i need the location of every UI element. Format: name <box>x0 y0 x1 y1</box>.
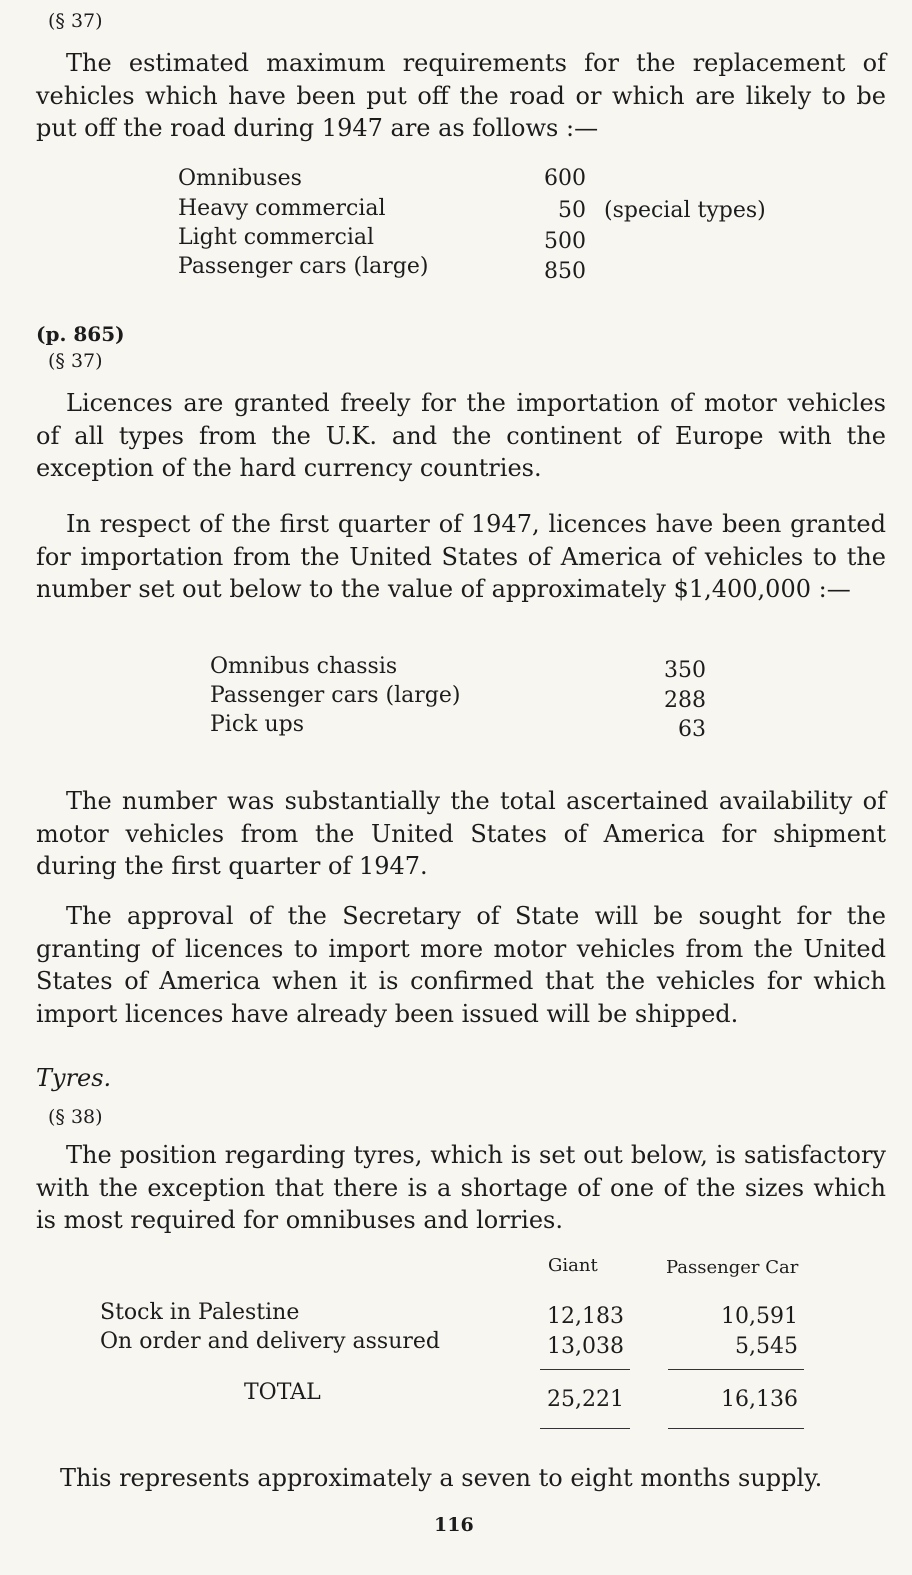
tyres-passenger-value: 5,545 <box>735 1334 798 1359</box>
section-ref-37b: (§ 37) <box>48 350 103 372</box>
tyres-row-label: Stock in Palestine <box>100 1300 300 1325</box>
replacement-label: Light commercial <box>178 225 375 250</box>
tyres-passenger-value: 10,591 <box>721 1304 798 1329</box>
replacement-label: Heavy commercial <box>178 196 386 221</box>
paragraph-replacement: The estimated maximum requirements for the replacement of vehicles which have been put off the road or which are likely to be put off the road during 1947 are as follows :— <box>36 49 886 142</box>
section-ref-38: (§ 38) <box>48 1106 103 1128</box>
column-header-giant: Giant <box>548 1255 598 1276</box>
page-reference: (p. 865) <box>36 322 125 346</box>
tyres-total-label: TOTAL <box>244 1380 321 1405</box>
replacement-value: 500 <box>544 229 586 254</box>
tyres-giant-value: 13,038 <box>547 1334 624 1359</box>
page-number: 116 <box>434 1514 474 1536</box>
tyres-total-passenger: 16,136 <box>721 1387 798 1412</box>
tyres-giant-value: 12,183 <box>547 1304 624 1329</box>
section-ref-37a: (§ 37) <box>48 10 103 32</box>
heading-tyres: Tyres. <box>36 1064 112 1092</box>
tyres-total-giant: 25,221 <box>547 1387 624 1412</box>
import-value: 350 <box>664 658 706 683</box>
paragraph-approval: The approval of the Secretary of State will be sought for the granting of licences to import more motor vehicles from the United States of America when it is confirmed that the vehicles for which import licences have already been issued will be shipped. <box>36 902 886 1028</box>
replacement-value: 50 <box>558 198 586 223</box>
subtotal-rule <box>668 1369 804 1370</box>
subtotal-rule <box>540 1369 630 1370</box>
import-label: Omnibus chassis <box>210 654 398 679</box>
replacement-note: (special types) <box>604 198 766 223</box>
replacement-label: Passenger cars (large) <box>178 254 429 279</box>
import-label: Passenger cars (large) <box>210 683 461 708</box>
paragraph-first-quarter: In respect of the first quarter of 1947, licences have been granted for importation from the United States of America of vehicles to the number set out below to the value of approximately $1,400,000 :— <box>36 510 886 603</box>
replacement-label: Omnibuses <box>178 166 302 191</box>
replacement-value: 850 <box>544 259 586 284</box>
paragraph-tyres: The position regarding tyres, which is set out below, is satisfactory with the exception that there is a shortage of one of the sizes which is most required for omnibuses and lorries. <box>36 1141 886 1234</box>
paragraph-availability: The number was substantially the total ascertained availability of motor vehicles from the United States of America for shipment during the first quarter of 1947. <box>36 787 886 880</box>
paragraph-licences: Licences are granted freely for the importation of motor vehicles of all types from the U.K. and the continent of Europe with the exception of the hard currency countries. <box>36 389 886 482</box>
tyres-row-label: On order and delivery assured <box>100 1329 440 1354</box>
column-header-passenger-car: Passenger Car <box>666 1257 799 1278</box>
total-rule <box>668 1428 804 1429</box>
import-label: Pick ups <box>210 712 305 737</box>
import-value: 63 <box>678 717 706 742</box>
total-rule <box>540 1428 630 1429</box>
paragraph-supply: This represents approximately a seven to eight months supply. <box>60 1464 823 1492</box>
replacement-value: 600 <box>544 166 586 191</box>
import-value: 288 <box>664 688 706 713</box>
